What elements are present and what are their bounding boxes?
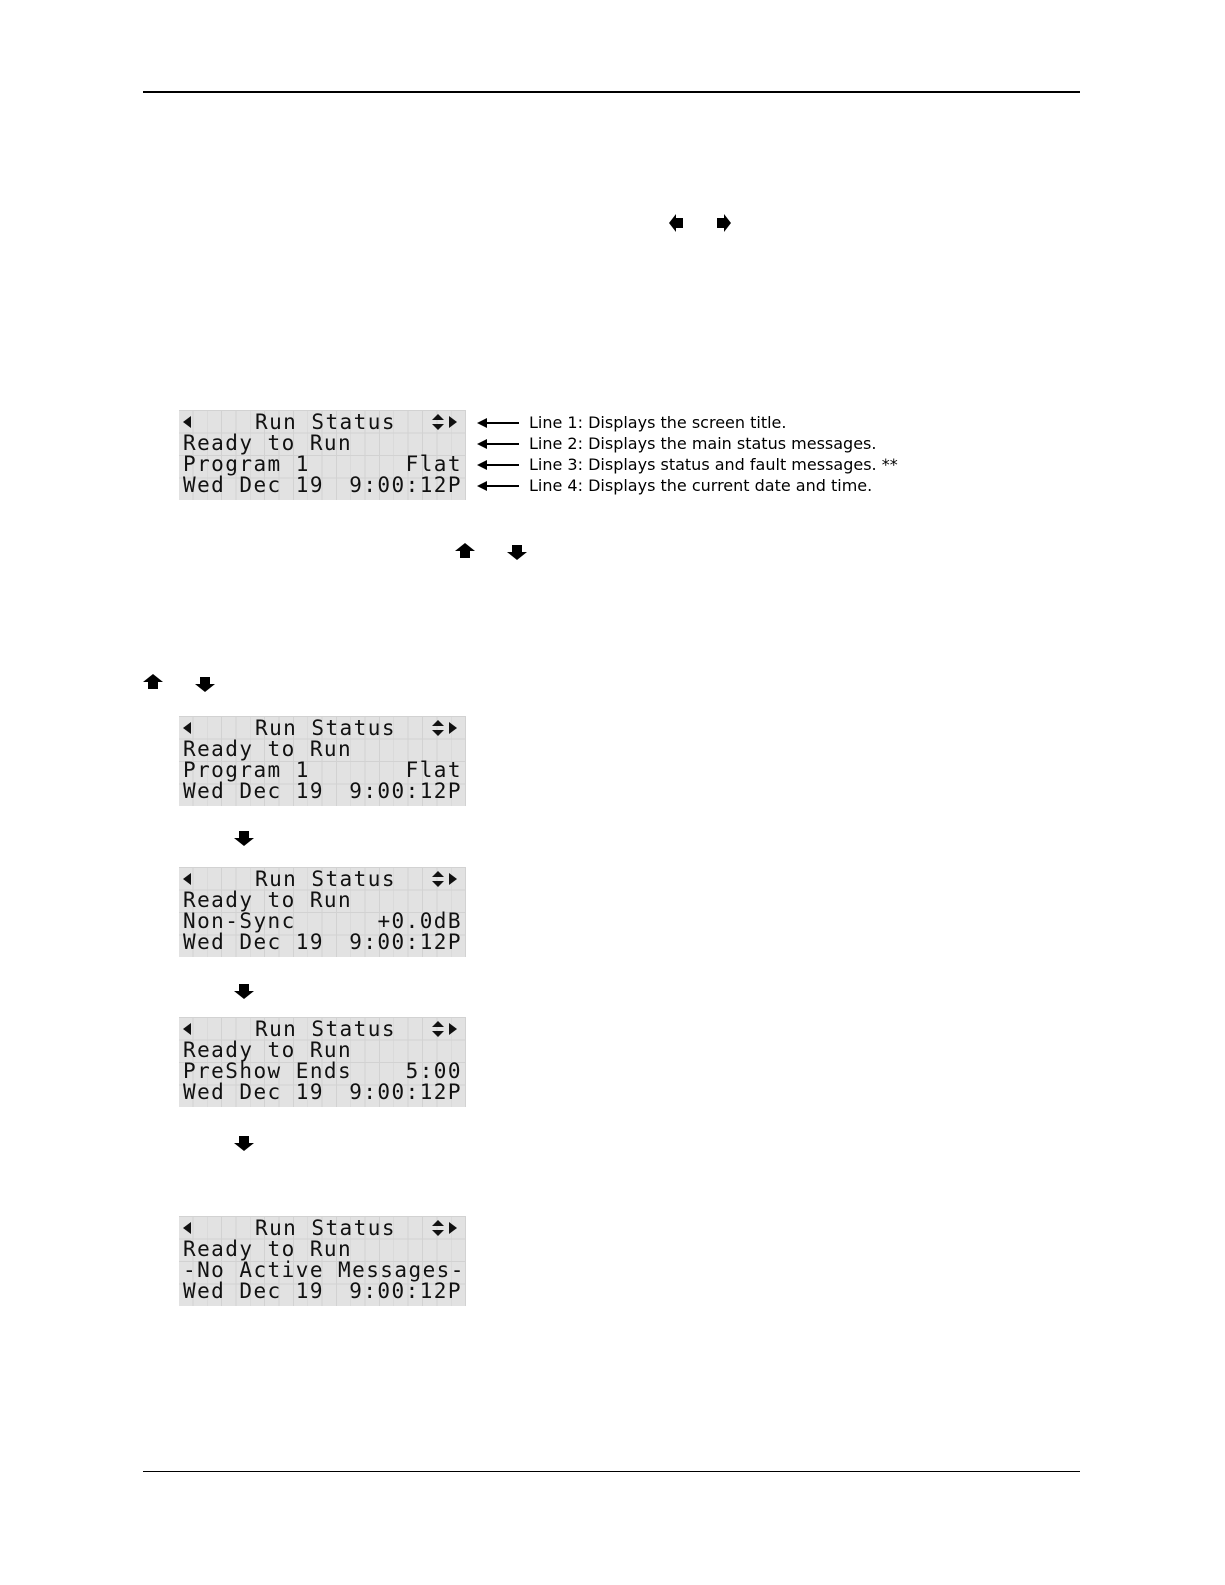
lcd-date: Wed Dec 19 bbox=[183, 1080, 324, 1104]
callout-arrow-icon bbox=[477, 416, 521, 430]
lcd-time: 9:00:12P bbox=[349, 1080, 462, 1104]
lcd-line-3 bbox=[183, 760, 462, 781]
lcd-line-1 bbox=[183, 412, 462, 433]
lcd-screen-no-messages bbox=[179, 1216, 466, 1306]
arrow-down-key-icon bbox=[233, 983, 255, 999]
lcd-line-3-right: Flat bbox=[405, 758, 462, 782]
lcd-line-4 bbox=[183, 781, 462, 802]
lcd-screen-preshow bbox=[179, 1017, 466, 1107]
arrow-up-key-icon bbox=[454, 543, 476, 559]
lcd-line-2: Ready to Run bbox=[183, 1038, 353, 1062]
lcd-line-3 bbox=[183, 911, 462, 932]
lcd-screen-sync bbox=[179, 867, 466, 957]
callout-line-1 bbox=[477, 413, 937, 433]
arrow-down-key-icon bbox=[233, 830, 255, 846]
lcd-line-3-left: PreShow Ends bbox=[183, 1059, 353, 1083]
lcd-line-2: Ready to Run bbox=[183, 737, 353, 761]
lcd-line-4 bbox=[183, 475, 462, 496]
callout-line-3-text: Line 3: Displays status and fault messages. ** bbox=[529, 455, 898, 474]
lcd-line-3-right: +0.0dB bbox=[377, 909, 462, 933]
callout-arrow-icon bbox=[477, 479, 521, 493]
lcd-title: Run Status bbox=[255, 867, 396, 891]
lcd-title: Run Status bbox=[255, 1017, 396, 1041]
callout-arrow-icon bbox=[477, 458, 521, 472]
lcd-line-2: Ready to Run bbox=[183, 431, 353, 455]
lcd-line-4 bbox=[183, 932, 462, 953]
arrow-up-key-icon bbox=[142, 674, 164, 690]
lcd-time: 9:00:12P bbox=[349, 1279, 462, 1303]
lcd-date: Wed Dec 19 bbox=[183, 473, 324, 497]
lcd-line-3-right: Flat bbox=[405, 452, 462, 476]
lcd-line-3 bbox=[183, 454, 462, 475]
lcd-title: Run Status bbox=[255, 1216, 396, 1240]
callout-line-3 bbox=[477, 455, 937, 475]
callout-line-1-text: Line 1: Displays the screen title. bbox=[529, 413, 787, 432]
arrow-right-key-icon bbox=[715, 212, 731, 234]
lcd-date: Wed Dec 19 bbox=[183, 930, 324, 954]
lcd-time: 9:00:12P bbox=[349, 473, 462, 497]
lcd-line-2: Ready to Run bbox=[183, 888, 353, 912]
callout-arrow-icon bbox=[477, 437, 521, 451]
callout-line-4-text: Line 4: Displays the current date and time. bbox=[529, 476, 873, 495]
lcd-line-1 bbox=[183, 869, 462, 890]
lcd-line-3-right: 5:00 bbox=[405, 1059, 462, 1083]
lcd-title: Run Status bbox=[255, 410, 396, 434]
lcd-line-4 bbox=[183, 1281, 462, 1302]
lcd-line-3 bbox=[183, 1258, 465, 1282]
lcd-time: 9:00:12P bbox=[349, 779, 462, 803]
lcd-line-2: Ready to Run bbox=[183, 1237, 353, 1261]
callout-line-2-text: Line 2: Displays the main status messages. bbox=[529, 434, 877, 453]
lcd-line-3 bbox=[183, 1061, 462, 1082]
lcd-line-3-left: -No Active Messages- bbox=[183, 1258, 465, 1282]
arrow-left-key-icon bbox=[669, 212, 685, 234]
lcd-line-3-left: Program 1 bbox=[183, 758, 310, 782]
lcd-line-1 bbox=[183, 1019, 462, 1040]
lcd-line-4 bbox=[183, 1082, 462, 1103]
callout-line-4 bbox=[477, 476, 937, 496]
lcd-line-3-left: Program 1 bbox=[183, 452, 310, 476]
lcd-screen-program bbox=[179, 716, 466, 806]
arrow-down-key-icon bbox=[233, 1135, 255, 1151]
lcd-line-3-left: Non-Sync bbox=[183, 909, 296, 933]
lcd-date: Wed Dec 19 bbox=[183, 779, 324, 803]
lcd-screen-annotated bbox=[179, 410, 466, 500]
footer-rule bbox=[143, 1471, 1080, 1472]
lcd-time: 9:00:12P bbox=[349, 930, 462, 954]
arrow-down-key-icon bbox=[506, 544, 528, 560]
arrow-down-key-icon bbox=[194, 676, 216, 692]
lcd-title: Run Status bbox=[255, 716, 396, 740]
header-rule bbox=[143, 91, 1080, 93]
lcd-date: Wed Dec 19 bbox=[183, 1279, 324, 1303]
lcd-line-1 bbox=[183, 718, 462, 739]
callout-line-2 bbox=[477, 434, 937, 454]
lcd-line-1 bbox=[183, 1218, 462, 1239]
